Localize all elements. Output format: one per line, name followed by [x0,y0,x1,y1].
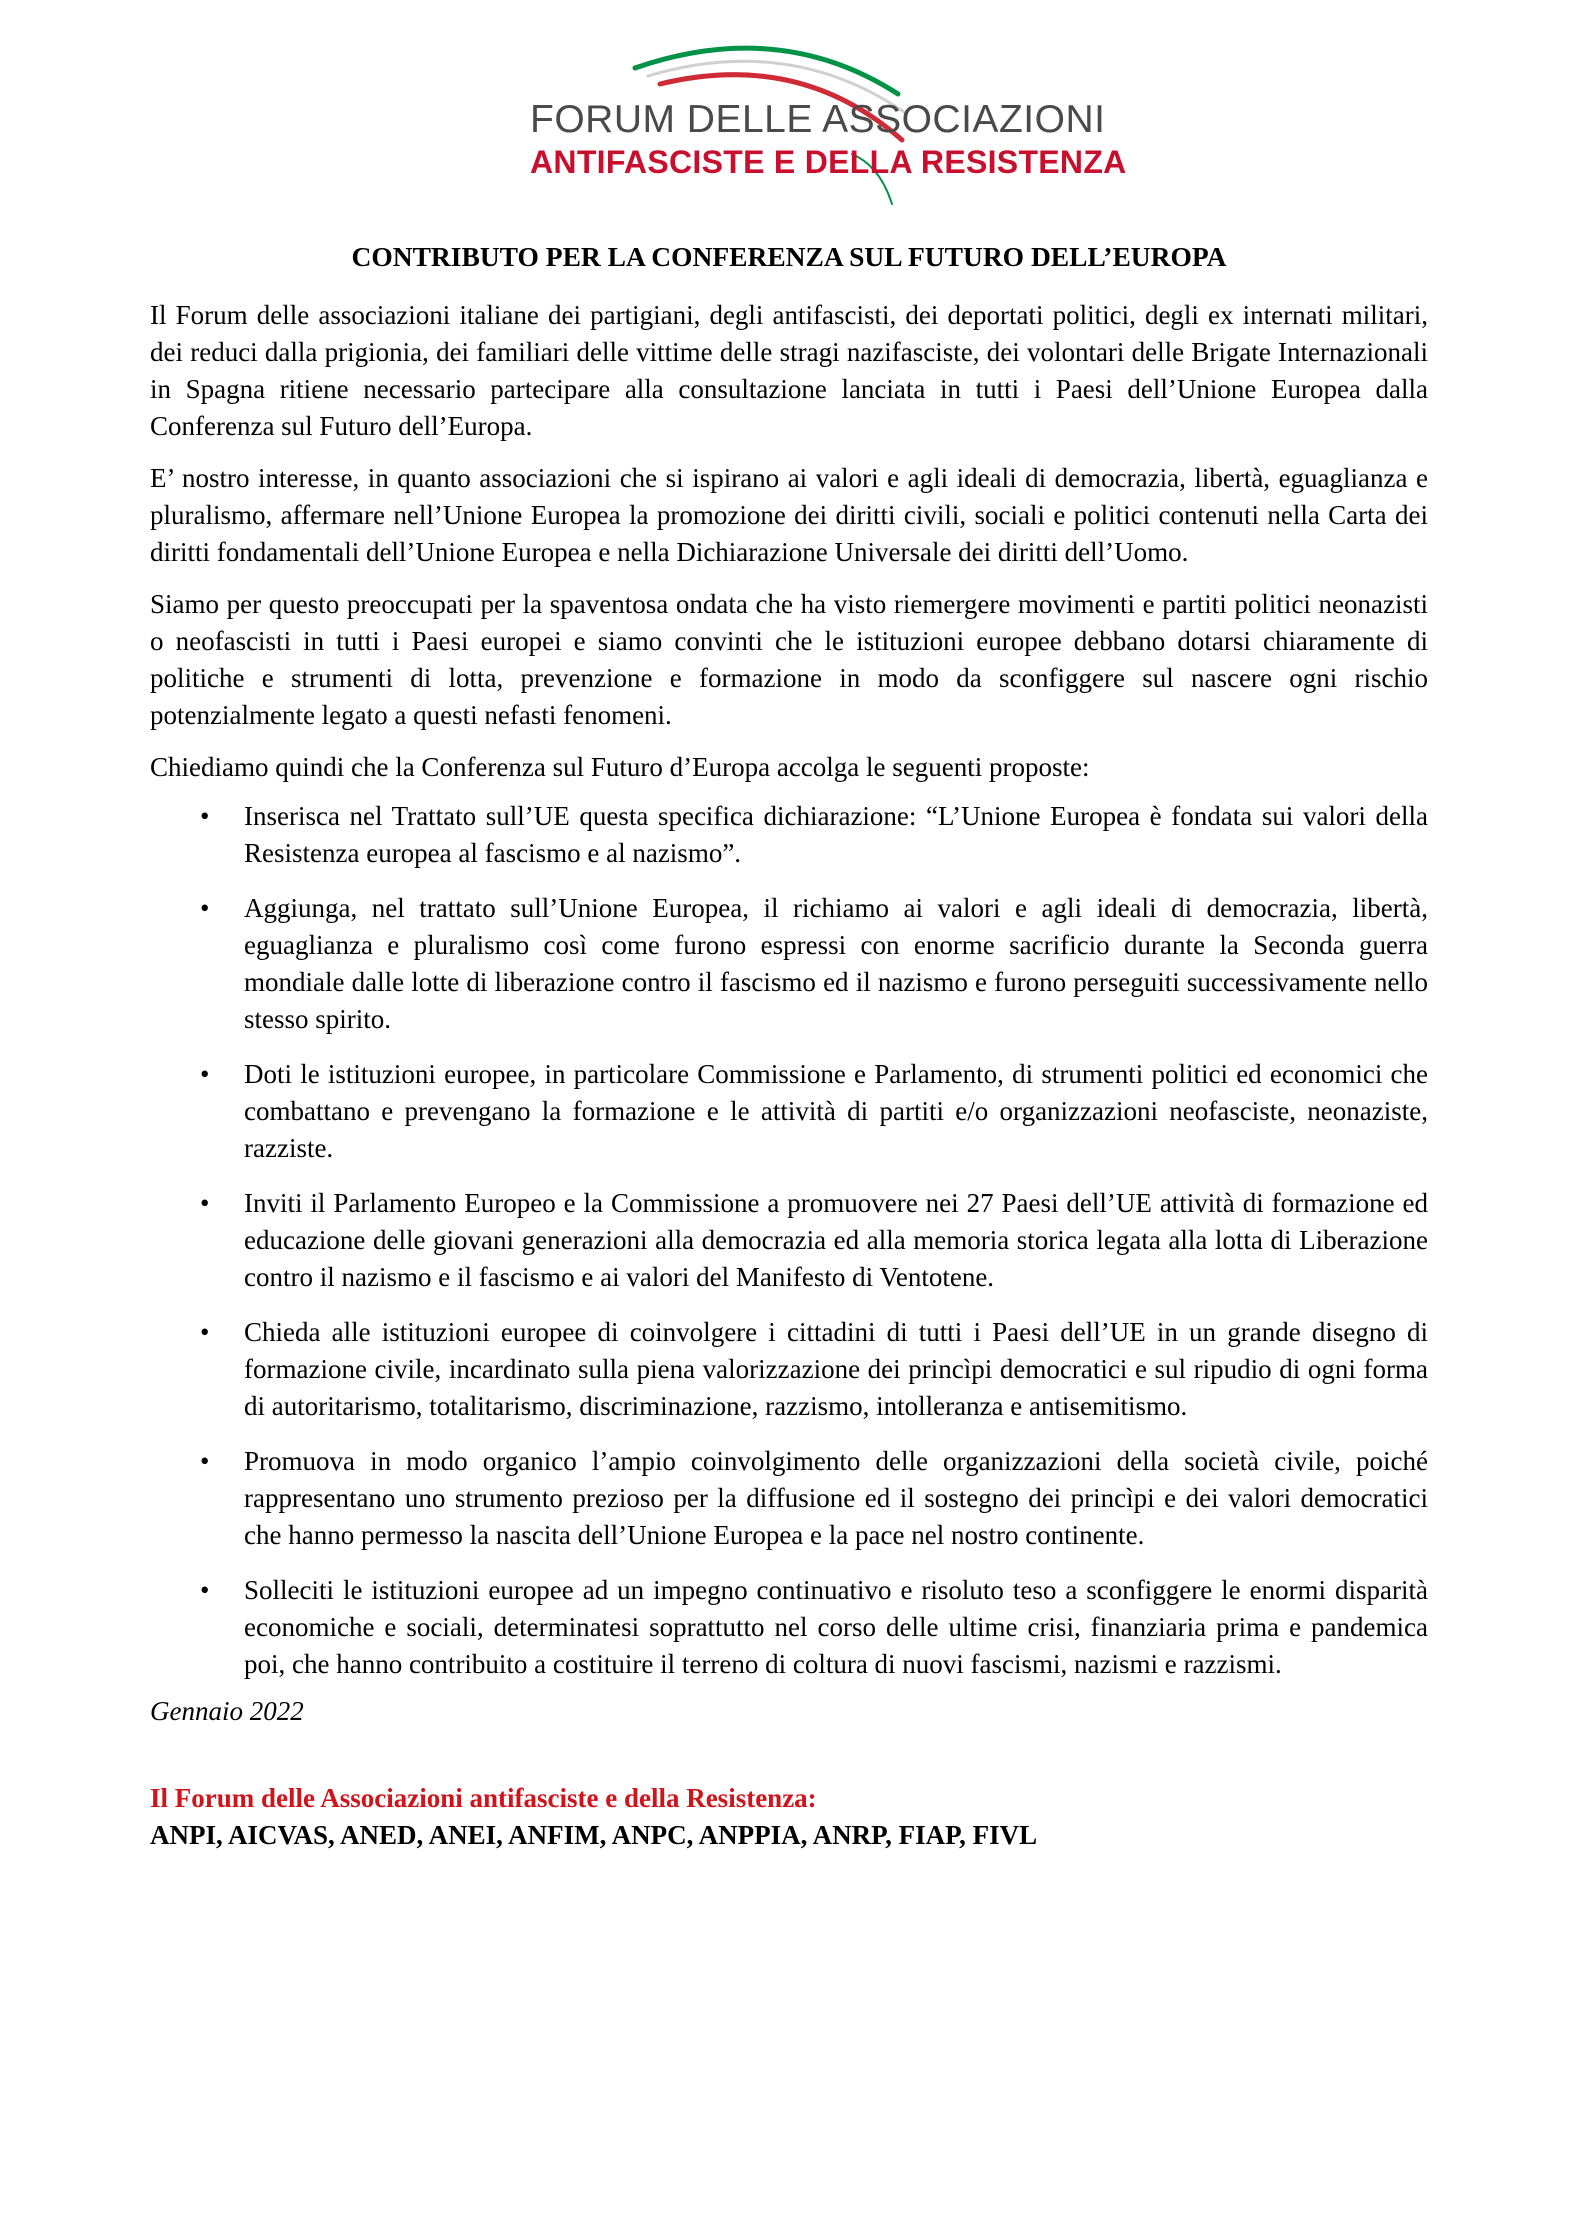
document-body [150,238,1428,1854]
signature-list: ANPI, AICVAS, ANED, ANEI, ANFIM, ANPC, ANPPIA, ANRP, FIAP, FIVL [150,1820,1038,1850]
proposal-text: Solleciti le istituzioni europee ad un impegno continuativo e risoluto teso a sconfiggere le enormi disparità economiche e sociali, determinatesi soprattutto nel corso delle ultime crisi, finanziaria prima e pandemica poi, che hanno contribuito a costituire il terreno di coltura di nuovi fascismi, nazismi e razzismi. [244,1575,1428,1679]
list-item [150,1443,1428,1554]
list-item [150,798,1428,872]
bullet-icon: • [200,1188,210,1218]
list-item [150,1056,1428,1167]
document-title: CONTRIBUTO PER LA CONFERENZA SUL FUTURO DELL’EUROPA [351,241,1227,272]
proposal-text: Aggiunga, nel trattato sull’Unione Europea, il richiamo ai valori e agli ideali di democrazia, libertà, eguaglianza e pluralismo così come furono espressi con enorme sacrificio durante la Seconda guerra mondiale dalle lotte di liberazione contro il fascismo ed il nazismo e furono perseguiti successivamente nello stesso spirito. [244,893,1428,1034]
proposal-text: Chieda alle istituzioni europee di coinvolgere i cittadini di tutti i Paesi dell’UE in un grande disegno di formazione civile, incardinato sulla piena valorizzazione dei princìpi democratici e sul ripudio di ogni forma di autoritarismo, totalitarismo, discriminazione, razzismo, intolleranza e antisemitismo. [244,1317,1428,1421]
proposals-intro: Chiediamo quindi che la Conferenza sul Futuro d’Europa accolga le seguenti proposte: [150,752,1090,782]
logo-title-line2: ANTIFASCISTE E DELLA RESISTENZA [530,144,1127,180]
bullet-icon: • [200,1317,210,1347]
paragraph-2: E’ nostro interesse, in quanto associazioni che si ispirano ai valori e agli ideali di democrazia, libertà, eguaglianza e pluralismo, affermare nell’Unione Europea la promozione dei diritti civili, sociali e politici contenuti nella Carta dei diritti fondamentali dell’Unione Europea e nella Dichiarazione Universale dei diritti dell’Uomo. [150,463,1428,567]
logo-title-line1: FORUM DELLE ASSOCIAZIONI [530,98,1106,141]
paragraph-3: Siamo per questo preoccupati per la spaventosa ondata che ha visto riemergere movimenti e partiti politici neonazisti o neofascisti in tutti i Paesi europei e siamo convinti che le istituzioni europee debbano dotarsi chiaramente di politiche e strumenti di lotta, prevenzione e formazione in modo da sconfiggere sul nascere ogni rischio potenzialmente legato a questi nefasti fenomeni. [150,589,1428,730]
forum-logo [520,36,1140,216]
list-item [150,890,1428,1038]
bullet-icon: • [200,801,210,831]
proposals-list [150,798,1428,1683]
paragraph-1: Il Forum delle associazioni italiane dei partigiani, degli antifascisti, dei deportati politici, degli ex internati militari, dei reduci dalla prigionia, dei familiari delle vittime delle stragi nazifasciste, dei volontari delle Brigate Internazionali in Spagna ritiene necessario partecipare alla consultazione lanciata in tutti i Paesi dell’Unione Europea dalla Conferenza sul Futuro dell’Europa. [150,300,1428,441]
bullet-icon: • [200,1446,210,1476]
list-item [150,1314,1428,1425]
list-item [150,1572,1428,1683]
bullet-icon: • [200,1059,210,1089]
proposal-text: Promuova in modo organico l’ampio coinvolgimento delle organizzazioni della società civile, poiché rappresentano uno strumento prezioso per la diffusione ed il sostegno dei princìpi e dei valori democratici che hanno permesso la nascita dell’Unione Europea e la pace nel nostro continente. [244,1446,1428,1550]
signature-title: Il Forum delle Associazioni antifasciste e della Resistenza: [150,1783,817,1813]
proposal-text: Doti le istituzioni europee, in particolare Commissione e Parlamento, di strumenti politici ed economici che combattano e prevengano la formazione e le attività di partiti e/o organizzazioni neofasciste, neonaziste, razziste. [244,1059,1428,1163]
list-item [150,1185,1428,1296]
proposal-text: Inserisca nel Trattato sull’UE questa specifica dichiarazione: “L’Unione Europea è fondata sui valori della Resistenza europea al fascismo e al nazismo”. [244,801,1428,868]
proposal-text: Inviti il Parlamento Europeo e la Commissione a promuovere nei 27 Paesi dell’UE attività di formazione ed educazione delle giovani generazioni alla democrazia ed alla memoria storica legata alla lotta di Liberazione contro il nazismo e il fascismo e ai valori del Manifesto di Ventotene. [244,1188,1428,1292]
document-date: Gennaio 2022 [150,1696,304,1726]
bullet-icon: • [200,893,210,923]
bullet-icon: • [200,1575,210,1605]
